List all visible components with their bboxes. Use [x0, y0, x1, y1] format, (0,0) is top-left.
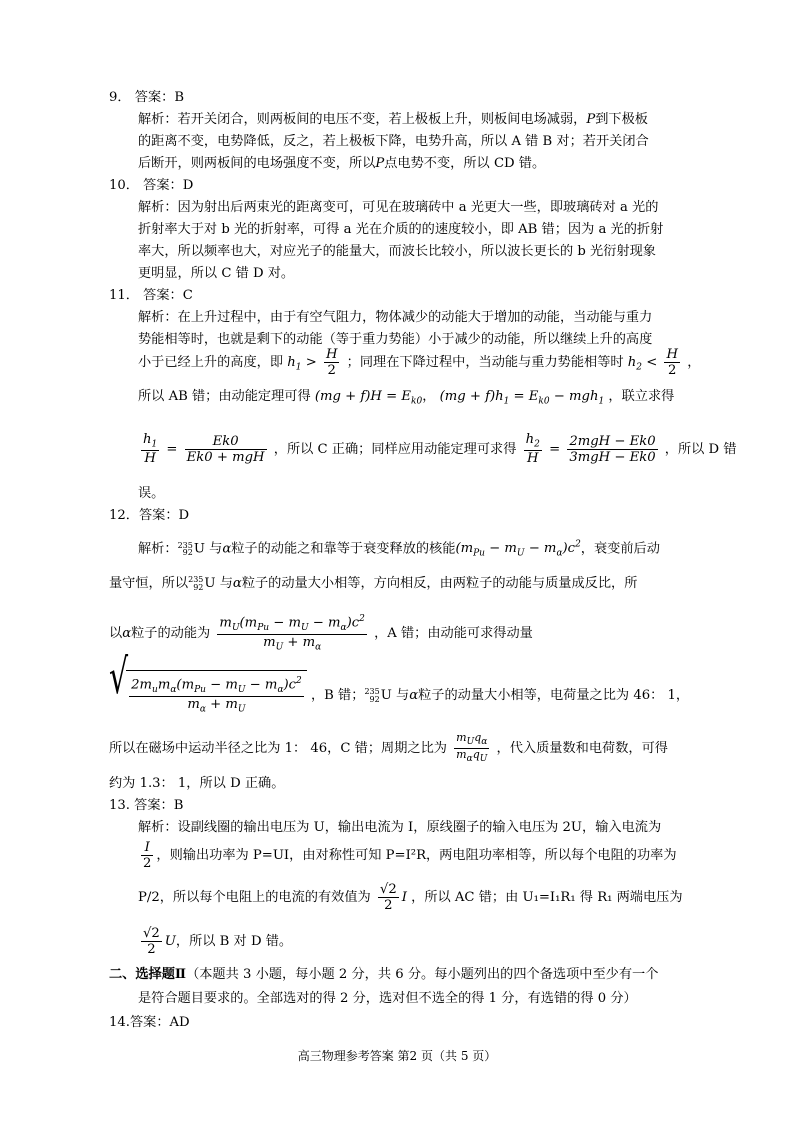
q11-line5: $\frac{h_1}{H}$ = $\frac{Ek0}{\text{Ek0 + mgH}}$ ，所以 C 正确；同样应用动能定理可求得 $\frac{h_2}{H}$ = $\frac{\text{2mgH − Ek0}}{\text{3mgH − Ek0}}$ ，所以 D 错: [143, 432, 737, 467]
q12-line3: 以α粒子的动能为 $\frac{m_U(m_{Pu} - m_U - m_\alpha)c^2}{m_U + m_\alpha}$ ，A 错；由动能可求得动量: [109, 614, 533, 653]
q10-line3: 率大，所以频率也大，对应光子的能量大，而波长比较小，所以波长更长的 b 光衍射现象: [138, 244, 656, 259]
frac-h1-H: $\frac{h_1}{H}$: [143, 432, 158, 467]
q10-header: 10． 答案：D: [109, 178, 194, 193]
q12-header: 12．答案：D: [109, 508, 190, 523]
q12-line4: √ $\frac{2m_um_\alpha(m_{Pu} - m_U - m_\alpha)c^2}{m_\alpha + m_U}$ ，B 错； 235 92 U 与α粒子的动量大小相等，电荷量之比为 46： 1，: [109, 670, 689, 721]
section2-title: 二、选择题Ⅱ: [109, 967, 187, 982]
q10-line2: 折射率大于对 b 光的折射率，可得 a 光在介质的的速度较小，即 AB 错；因为 a 光的折射: [138, 222, 664, 237]
q13-line1: 解析：设副线圈的输出电压为 U，输出电流为 I，原线圈子的输入电压为 2U，输入电流为: [138, 820, 662, 835]
frac-kinetic-energy: $\frac{m_U(m_{Pu} - m_U - m_\alpha)c^2}{m_U + m_\alpha}$: [219, 614, 365, 653]
section2-line1: 二、选择题Ⅱ（本题共 3 小题，每小题 2 分，共 6 分。每小题列出的四个备选项中至少有一个: [109, 967, 659, 982]
q9-line3: 后断开，则两板间的电场强度不变，所以P点电势不变，所以 CD 错。: [138, 156, 546, 171]
q12-line1: 解析： 235 92 U 与α粒子的动能之和靠等于衰变释放的核能$(m_{Pu} - m_U - m_\alpha)c^2$，衰变前后动: [138, 540, 660, 560]
frac-sqrt2-2: $\frac{√2}{2}$: [379, 881, 397, 913]
q9-line1: 解析：若开关闭合，则两板间的电压不变，若上极板上升，则板间电场减弱，P到下极板: [138, 112, 648, 127]
q13-line4: $\frac{√2}{2}$ U，所以 B 对 D 错。: [143, 925, 293, 957]
q9-header: 9． 答案：B: [109, 90, 185, 105]
q11-line3: 小于已经上升的高度，即 $h_1$ > $\frac{H}{2}$ ；同理在下降过程中，当动能与重力势能相等时 $h_2$ < $\frac{H}{2}$ ，: [138, 346, 701, 378]
q11-line6: 误。: [138, 486, 165, 501]
q13-header: 13. 答案：B: [109, 798, 184, 813]
q11-line2: 势能相等时，也就是剩下的动能（等于重力势能）小于减少的动能，所以继续上升的高度: [138, 332, 653, 347]
q13-line2: $\frac{I}{2}$ ，则输出功率为 P=UI，由对称性可知 P=I²R，两电阻功率相等，所以每个电阻的功率为: [143, 839, 677, 871]
q13-line3: P/2，所以每个电阻上的电流的有效值为 $\frac{√2}{2}$ I ，所以 AC 错；由 U₁=I₁R₁ 得 R₁ 两端电压为: [138, 881, 683, 913]
frac-I-2: $\frac{I}{2}$: [143, 839, 152, 871]
frac-period-ratio: $\frac{m_Uq_\alpha}{m_\alpha q_U}$: [456, 731, 488, 765]
frac-result-1: $\frac{Ek0}{\text{Ek0 + mgH}}$: [186, 433, 265, 465]
q12-line5: 所以在磁场中运动半径之比为 1： 46，C 错；周期之比为 $\frac{m_Uq_\alpha}{m_\alpha q_U}$ ，代入质量数和电荷数，可得: [109, 731, 668, 765]
math-h1: $h_1$: [287, 355, 302, 373]
q11-line1: 解析：在上升过程中，由于有空气阻力，物体减少的动能大于增加的动能，当动能与重力: [138, 310, 653, 325]
q11-line4: 所以 AB 错；由动能定理可得 $(mg + f)H = E_{k0}$， $(mg + f)h_1 = E_{k0} - mgh_1$ ，联立求得: [138, 389, 675, 407]
frac-H-2: $\frac{H}{2}$: [325, 346, 338, 378]
frac-result-2: $\frac{\text{2mgH − Ek0}}{\text{3mgH − Ek0}}$: [569, 433, 656, 465]
q10-line1: 解析：因为射出后两束光的距离变可，可见在玻璃砖中 a 光更大一些，即玻璃砖对 a 光的: [138, 200, 659, 215]
q14-header: 14.答案：AD: [109, 1015, 190, 1030]
q11-header: 11． 答案：C: [109, 288, 193, 303]
q9-line2: 的距离不变，电势降低，反之，若上极板下降，电势升高，所以 A 错 B 对；若开关闭合: [138, 134, 649, 149]
q12-line6: 约为 1.3： 1，所以 D 正确。: [109, 776, 285, 791]
sqrt-momentum: √ $\frac{2m_um_\alpha(m_{Pu} - m_U - m_\alpha)c^2}{m_\alpha + m_U}$: [109, 670, 307, 721]
section2-line2: 是符合题目要求的。全部选对的得 2 分，选对但不选全的得 1 分，有选错的得 0 分）: [138, 991, 637, 1006]
page-footer: 高三物理参考答案 第2 页（共 5 页）: [297, 1049, 497, 1063]
q10-line4: 更明显，所以 C 错 D 对。: [138, 266, 295, 281]
equation-2: $(mg + f)h_1 = E_{k0} - mgh_1$: [439, 389, 605, 407]
q12-line2: 量守恒，所以 235 92 U 与α粒子的动量大小相等，方向相反，由两粒子的动能与质量成反比，所: [109, 575, 638, 592]
equation-1: $(mg + f)H = E_{k0}$: [314, 389, 423, 407]
